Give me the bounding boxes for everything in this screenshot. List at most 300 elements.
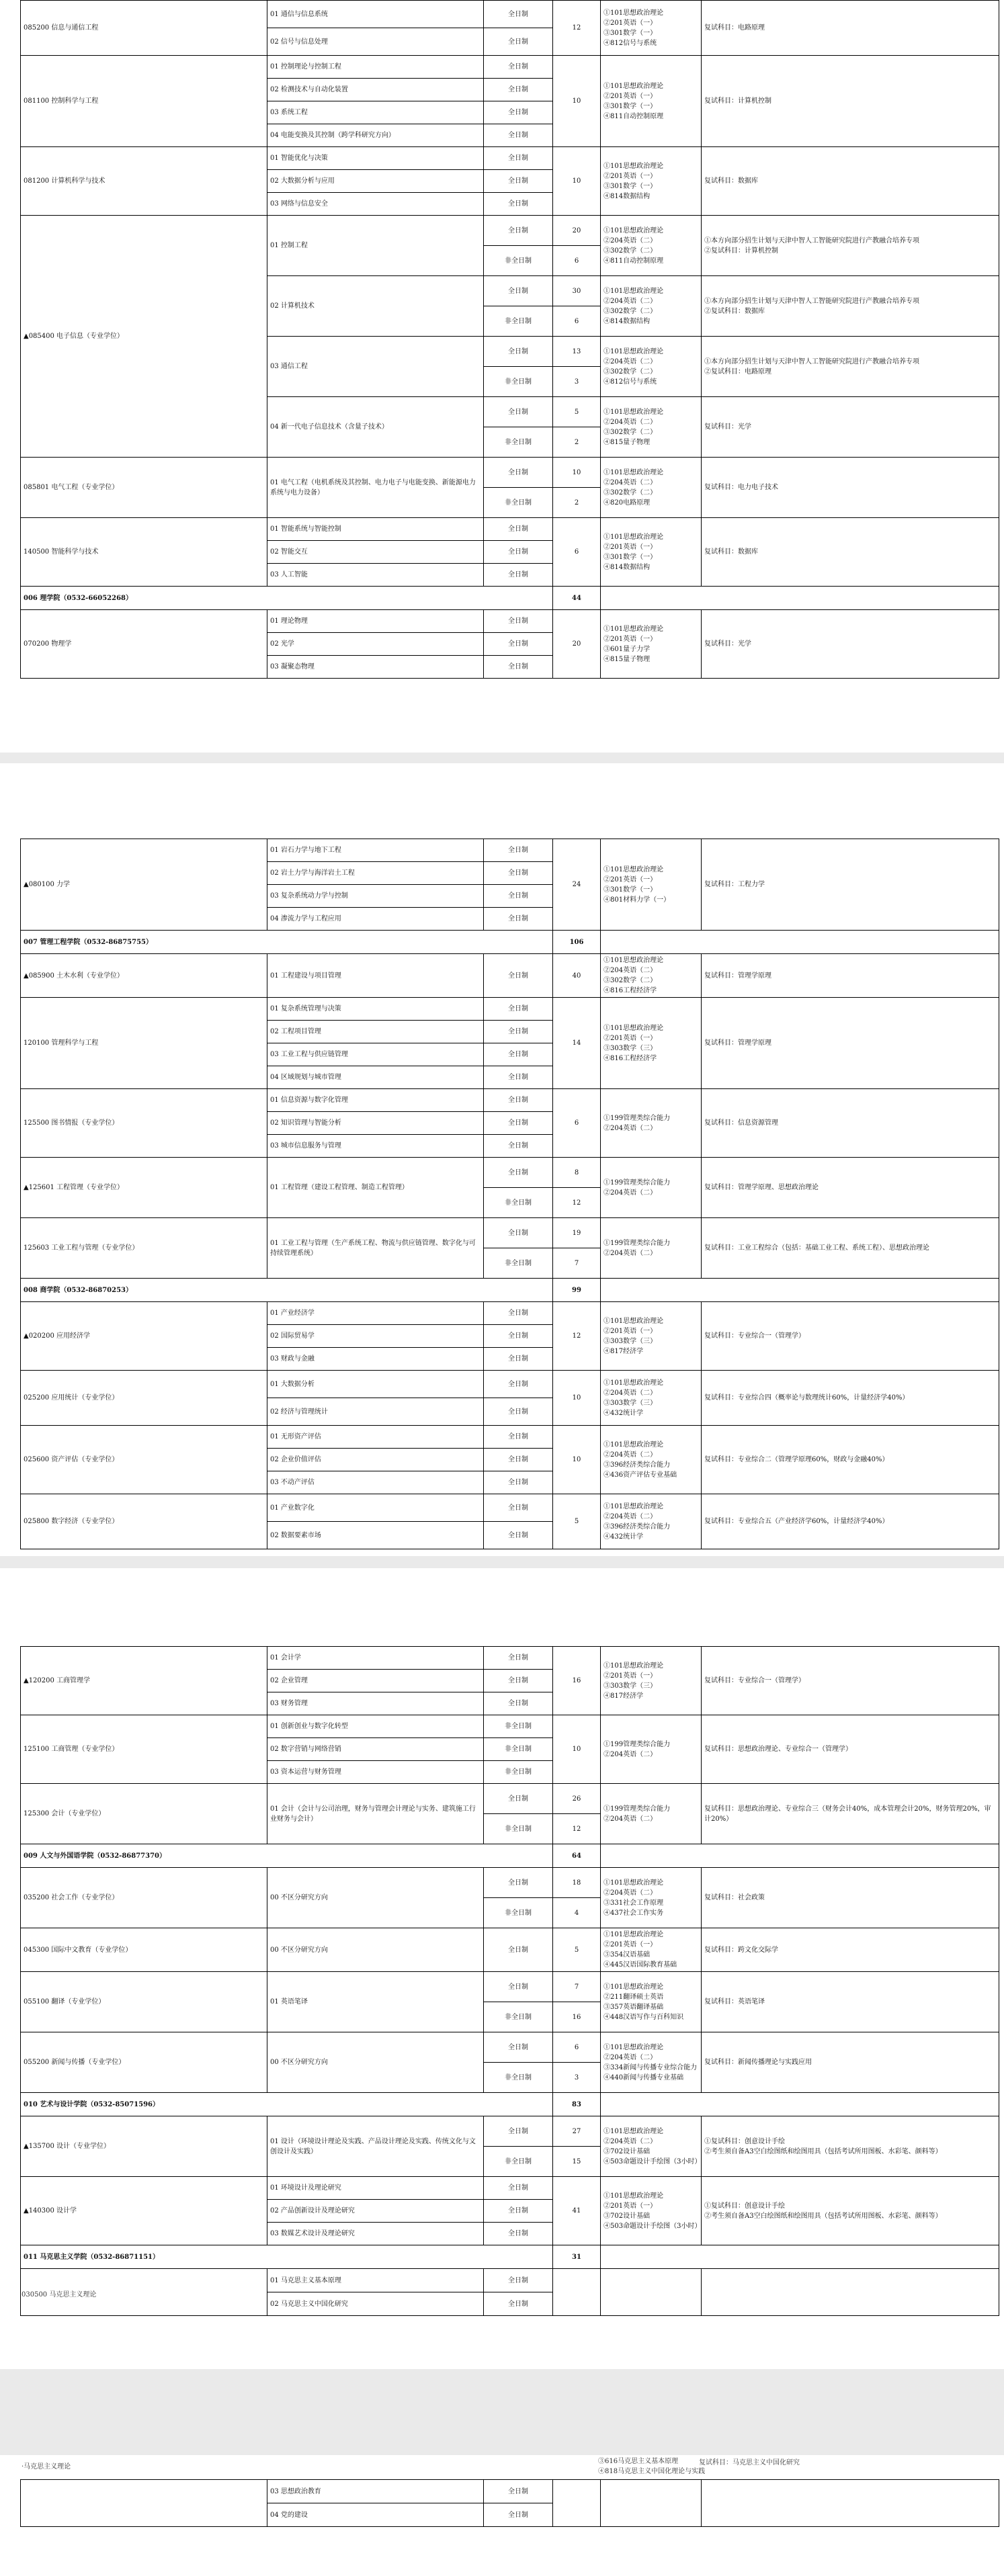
table-row <box>21 1784 999 1814</box>
table-row <box>21 518 999 541</box>
research-direction: 01 智能系统与智能控制 <box>267 518 484 541</box>
study-mode: 全日制 <box>484 839 553 862</box>
exam-subjects: ①101思想政治理论 ②204英语（二） ③396经济类综合能力 ④436资产评估专业基础 <box>601 1426 702 1494</box>
study-mode: 全日制 <box>484 216 553 246</box>
enroll-number: 6 <box>553 518 601 587</box>
table-row <box>21 998 999 1021</box>
exam-subjects: ①101思想政治理论 ②204英语（二） ③303数学（三） ④432统计学 <box>601 1371 702 1426</box>
exam-subjects: ①101思想政治理论 ②204英语（二） ③302数学（二） ④811自动控制原理 <box>601 216 702 276</box>
study-mode: 全日制 <box>484 1972 553 2002</box>
enroll-number: 10 <box>553 1715 601 1784</box>
major-code: ▲020200 应用经济学 <box>21 1302 267 1371</box>
research-direction: 02 知识管理与智能分析 <box>267 1112 484 1135</box>
exam-subjects: ①199管理类综合能力 ②204英语（二） <box>601 1158 702 1218</box>
research-direction: 04 渗流力学与工程应用 <box>267 908 484 931</box>
table-row <box>21 1 999 28</box>
exam-subjects: ①101思想政治理论 ②201英语（一） ③301数学（一） ④814数据结构 <box>601 147 702 216</box>
page-2 <box>0 763 1004 1556</box>
exam-subjects: ①101思想政治理论 ②204英语（二） ③302数学（二） ④814数据结构 <box>601 276 702 337</box>
page-3 <box>0 1568 1004 2369</box>
retest-subjects: 复试科目：光学 <box>702 397 999 458</box>
study-mode: 全日制 <box>484 1398 553 1426</box>
enroll-number: 12 <box>553 1188 601 1218</box>
enroll-number: 10 <box>553 1371 601 1426</box>
research-direction: 01 马克思主义基本原理 <box>267 2269 484 2292</box>
exam-subjects: ①101思想政治理论 ②201英语（一） ③301数学（一） ④814数据结构 <box>601 518 702 587</box>
school-header-row <box>21 2093 999 2116</box>
school-name: 010 艺术与设计学院（0532-85071596） <box>21 2093 553 2116</box>
retest-subjects: 复试科目：思想政治理论、专业综合三（财务会计40%，成本管理会计20%，财务管理20%，审计20%） <box>702 1784 999 1844</box>
empty-cell <box>601 1844 999 1868</box>
retest-subjects: 复试科目：专业综合一（管理学） <box>702 1647 999 1715</box>
major-code: 025200 应用统计（专业学位） <box>21 1371 267 1426</box>
enroll-number: 14 <box>553 998 601 1089</box>
major-code: 125603 工业工程与管理（专业学位） <box>21 1218 267 1279</box>
school-header-row <box>21 1844 999 1868</box>
exam-subjects: ①101思想政治理论 ②201英语（一） ③601量子力学 ④815量子物理 <box>601 610 702 679</box>
page-4 <box>0 2455 1004 2576</box>
enroll-number: 5 <box>553 1928 601 1972</box>
research-direction: 02 马克思主义中国化研究 <box>267 2292 484 2316</box>
study-mode: 非全日制 <box>484 367 553 397</box>
enroll-number: 7 <box>553 1972 601 2002</box>
study-mode: 全日制 <box>484 1089 553 1112</box>
page-gap-3 <box>0 2369 1004 2455</box>
retest-subjects: 复试科目：社会政策 <box>702 1868 999 1928</box>
study-mode: 全日制 <box>484 656 553 679</box>
research-direction: 00 不区分研究方向 <box>267 1928 484 1972</box>
exam-subjects: ①101思想政治理论 ②204英语（二） ③334新闻与传播专业综合能力 ④440新闻与传播专业基础 <box>601 2032 702 2093</box>
retest-subjects: 复试科目：专业综合五（产业经济学60%，计量经济学40%） <box>702 1494 999 1549</box>
research-direction: 02 数字营销与网络营销 <box>267 1738 484 1761</box>
study-mode: 全日制 <box>484 2269 553 2292</box>
cut-off-text: 030500 马克思主义理论 <box>22 2291 97 2299</box>
exam-subjects: ①101思想政治理论 ②204英语（二） ③702设计基础 ④503命题设计手绘图（3小时） <box>601 2116 702 2177</box>
enroll-number: 20 <box>553 610 601 679</box>
research-direction: 03 数媒艺术设计及理论研究 <box>267 2223 484 2245</box>
enroll-number: 6 <box>553 246 601 276</box>
research-direction: 02 企业价值评估 <box>267 1449 484 1471</box>
study-mode: 全日制 <box>484 862 553 885</box>
study-mode: 非全日制 <box>484 488 553 518</box>
major-code: 055200 新闻与传播（专业学位） <box>21 2032 267 2093</box>
table-row <box>21 839 999 862</box>
study-mode: 全日制 <box>484 1218 553 1248</box>
enroll-number: 12 <box>553 1814 601 1844</box>
study-mode: 全日制 <box>484 2503 553 2527</box>
exam-subjects: ①101思想政治理论 ②201英语（一） ③301数学（一） ④801材料力学（一） <box>601 839 702 931</box>
major-code: 125500 图书情报（专业学位） <box>21 1089 267 1158</box>
research-direction: 03 工业工程与供应链管理 <box>267 1043 484 1066</box>
research-direction: 02 产品创新设计及理论研究 <box>267 2200 484 2223</box>
school-total: 64 <box>553 1844 601 1868</box>
empty-cell <box>601 2093 999 2116</box>
study-mode: 全日制 <box>484 1043 553 1066</box>
retest-subjects: 复试科目：新闻传播理论与实践应用 <box>702 2032 999 2093</box>
research-direction: 04 党的建设 <box>267 2503 484 2527</box>
major-code: ▲080100 力学 <box>21 839 267 931</box>
retest-subjects: 复试科目：电力电子技术 <box>702 458 999 518</box>
enroll-number: 4 <box>553 1898 601 1928</box>
school-name: 007 管理工程学院（0532-86875755） <box>21 931 553 954</box>
study-mode: 全日制 <box>484 28 553 56</box>
research-direction: 03 财务管理 <box>267 1692 484 1715</box>
study-mode: 全日制 <box>484 2480 553 2503</box>
major-code: 125300 会计（专业学位） <box>21 1784 267 1844</box>
research-direction: 01 工业工程与管理（生产系统工程、物流与供应链管理、数字化与可持续管理系统） <box>267 1218 484 1279</box>
study-mode: 全日制 <box>484 1471 553 1494</box>
research-direction: 02 大数据分析与应用 <box>267 170 484 193</box>
study-mode: 全日制 <box>484 56 553 79</box>
retest-subjects: 复试科目：思想政治理论、专业综合一（管理学） <box>702 1715 999 1784</box>
study-mode: 全日制 <box>484 147 553 170</box>
study-mode: 全日制 <box>484 1112 553 1135</box>
research-direction: 01 控制理论与控制工程 <box>267 56 484 79</box>
enroll-number: 10 <box>553 147 601 216</box>
exam-subjects: ①199管理类综合能力 ②204英语（二） <box>601 1089 702 1158</box>
study-mode: 全日制 <box>484 1302 553 1325</box>
study-mode: 全日制 <box>484 2116 553 2147</box>
research-direction: 03 凝聚态物理 <box>267 656 484 679</box>
research-direction: 02 工程项目管理 <box>267 1021 484 1043</box>
enroll-number: 15 <box>553 2147 601 2177</box>
enroll-number: 19 <box>553 1218 601 1248</box>
retest-subjects: ①复试科目：创意设计手绘 ②考生须自备A3空白绘图纸和绘图用具（包括考试所用图板、水彩笔、颜料等） <box>702 2177 999 2245</box>
study-mode: 全日制 <box>484 1021 553 1043</box>
enroll-number-cut <box>553 2480 601 2527</box>
retest-subjects: ①复试科目：创意设计手绘 ②考生须自备A3空白绘图纸和绘图用具（包括考试所用图板、水彩笔、颜料等） <box>702 2116 999 2177</box>
cut-off-exam: ③616马克思主义基本原理 ④818马克思主义中国化理论与实践 <box>598 2458 706 2475</box>
study-mode: 全日制 <box>484 458 553 488</box>
enroll-number: 2 <box>553 488 601 518</box>
major-code: ▲125601 工程管理（专业学位） <box>21 1158 267 1218</box>
school-header-row <box>21 931 999 954</box>
major-code: ▲120200 工商管理学 <box>21 1647 267 1715</box>
page-2-table <box>20 839 999 1549</box>
retest-subjects: 复试科目：专业综合四（概率论与数理统计60%，计量经济学40%） <box>702 1371 999 1426</box>
retest-subjects: 复试科目：信息资源管理 <box>702 1089 999 1158</box>
enroll-number: 13 <box>553 337 601 367</box>
page-gap-1 <box>0 753 1004 763</box>
major-code: ▲135700 设计（专业学位） <box>21 2116 267 2177</box>
enroll-number: 12 <box>553 1302 601 1371</box>
major-code: 125100 工商管理（专业学位） <box>21 1715 267 1784</box>
study-mode: 非全日制 <box>484 427 553 458</box>
table-row <box>21 458 999 488</box>
study-mode: 非全日制 <box>484 1761 553 1784</box>
research-direction: 01 会计（会计与公司治理，财务与管理会计理论与实务、建筑施工行业财务与会计） <box>267 1784 484 1844</box>
retest-subjects: ①本方向部分招生计划与天津中智人工智能研究院进行产教融合培养专项 ②复试科目：电路原理 <box>702 337 999 397</box>
school-name: 009 人文与外国语学院（0532-86877370） <box>21 1844 553 1868</box>
research-direction: 03 资本运营与财务管理 <box>267 1761 484 1784</box>
research-direction: 04 电能变换及其控制（跨学科研究方向） <box>267 124 484 147</box>
exam-subjects: ①199管理类综合能力 ②204英语（二） <box>601 1218 702 1279</box>
major-code: ▲140300 设计学 <box>21 2177 267 2245</box>
enroll-number: 10 <box>553 458 601 488</box>
school-header-row <box>21 2245 999 2269</box>
enroll-number: 3 <box>553 367 601 397</box>
study-mode: 全日制 <box>484 2200 553 2223</box>
exam-subjects: ①101思想政治理论 ②201英语（一） ③303数学（三） ④817经济学 <box>601 1647 702 1715</box>
research-direction: 03 网络与信息安全 <box>267 193 484 216</box>
study-mode: 全日制 <box>484 1325 553 1348</box>
table-row <box>21 2032 999 2063</box>
table-row <box>21 954 999 998</box>
exam-subjects: ①101思想政治理论 ②211翻译硕士英语 ③357英语翻译基础 ④448汉语写作与百科知识 <box>601 1972 702 2032</box>
study-mode: 全日制 <box>484 1426 553 1449</box>
study-mode: 全日制 <box>484 1348 553 1371</box>
research-direction: 02 数据要素市场 <box>267 1522 484 1549</box>
table-row <box>21 2480 999 2503</box>
table-row <box>21 610 999 633</box>
research-direction: 01 无形资产评估 <box>267 1426 484 1449</box>
study-mode: 非全日制 <box>484 2063 553 2093</box>
retest-subjects: 复试科目：专业综合一（管理学） <box>702 1302 999 1371</box>
cut-off-code: ·马克思主义理论 <box>22 2463 71 2471</box>
study-mode: 全日制 <box>484 1784 553 1814</box>
page-1 <box>0 0 1004 753</box>
study-mode: 全日制 <box>484 1670 553 1692</box>
research-direction: 01 复杂系统管理与决策 <box>267 998 484 1021</box>
enroll-number: 20 <box>553 216 601 246</box>
school-header-row <box>21 587 999 610</box>
retest-subjects-cut <box>702 2480 999 2527</box>
major-code: 025800 数字经济（专业学位） <box>21 1494 267 1549</box>
exam-subjects: ①101思想政治理论 ②204英语（二） ③302数学（二） ④816工程经济学 <box>601 954 702 998</box>
study-mode: 全日制 <box>484 1692 553 1715</box>
enroll-number: 16 <box>553 2002 601 2032</box>
study-mode: 全日制 <box>484 79 553 101</box>
research-direction: 01 大数据分析 <box>267 1371 484 1398</box>
research-direction: 01 岩石力学与地下工程 <box>267 839 484 862</box>
research-direction: 03 财政与金融 <box>267 1348 484 1371</box>
research-direction: 03 思想政治教育 <box>267 2480 484 2503</box>
enroll-number: 18 <box>553 1868 601 1898</box>
enroll-number: 8 <box>553 1158 601 1188</box>
exam-subjects: ①101思想政治理论 ②201英语（一） ③354汉语基础 ④445汉语国际教育基础 <box>601 1928 702 1972</box>
major-code: 055100 翻译（专业学位） <box>21 1972 267 2032</box>
major-code: 085801 电气工程（专业学位） <box>21 458 267 518</box>
study-mode: 全日制 <box>484 397 553 427</box>
enroll-number: 6 <box>553 2032 601 2063</box>
school-name: 011 马克思主义学院（0532-86871151） <box>21 2245 553 2269</box>
empty-cell <box>601 931 999 954</box>
study-mode: 全日制 <box>484 1494 553 1522</box>
research-direction: 02 计算机技术 <box>267 276 484 337</box>
research-direction: 02 光学 <box>267 633 484 656</box>
page-1-table <box>20 0 999 679</box>
study-mode: 全日制 <box>484 2177 553 2200</box>
table-row <box>21 2116 999 2147</box>
study-mode: 非全日制 <box>484 1738 553 1761</box>
table-row <box>21 1972 999 2002</box>
research-direction: 01 通信与信息系统 <box>267 1 484 28</box>
enroll-number: 10 <box>553 56 601 147</box>
table-row <box>21 2177 999 2200</box>
retest-subjects: 复试科目：电路原理 <box>702 1 999 56</box>
exam-subjects: ①199管理类综合能力 ②204英语（二） <box>601 1715 702 1784</box>
retest-subjects: 复试科目：光学 <box>702 610 999 679</box>
research-direction: 01 英语笔译 <box>267 1972 484 2032</box>
study-mode: 全日制 <box>484 908 553 931</box>
table-row <box>21 1426 999 1449</box>
study-mode: 非全日制 <box>484 1814 553 1844</box>
study-mode: 全日制 <box>484 1 553 28</box>
research-direction: 03 系统工程 <box>267 101 484 124</box>
enroll-number: 24 <box>553 839 601 931</box>
research-direction: 00 不区分研究方向 <box>267 1868 484 1928</box>
school-total: 31 <box>553 2245 601 2269</box>
study-mode: 非全日制 <box>484 2002 553 2032</box>
table-row <box>21 1494 999 1522</box>
school-header-row <box>21 1279 999 1302</box>
enroll-number-cut <box>553 2269 601 2316</box>
empty-cell <box>601 587 999 610</box>
study-mode: 全日制 <box>484 1522 553 1549</box>
study-mode: 全日制 <box>484 518 553 541</box>
research-direction: 03 城市信息服务与管理 <box>267 1135 484 1158</box>
page-4-table <box>20 2479 999 2527</box>
study-mode: 非全日制 <box>484 1248 553 1279</box>
study-mode: 全日制 <box>484 541 553 564</box>
table-row <box>21 1218 999 1248</box>
major-code: 120100 管理科学与工程 <box>21 998 267 1089</box>
major-code: ▲085900 土木水利（专业学位） <box>21 954 267 998</box>
research-direction: 01 信息资源与数字化管理 <box>267 1089 484 1112</box>
study-mode: 全日制 <box>484 337 553 367</box>
table-row <box>21 1868 999 1898</box>
table-row <box>21 1371 999 1398</box>
enroll-number: 5 <box>553 1494 601 1549</box>
research-direction: 02 企业管理 <box>267 1670 484 1692</box>
research-direction: 01 控制工程 <box>267 216 484 276</box>
major-code: 025600 资产评估（专业学位） <box>21 1426 267 1494</box>
school-total: 99 <box>553 1279 601 1302</box>
research-direction: 03 人工智能 <box>267 564 484 587</box>
retest-subjects: 复试科目：管理学原理 <box>702 954 999 998</box>
study-mode: 全日制 <box>484 276 553 306</box>
retest-subjects: 复试科目：数据库 <box>702 147 999 216</box>
exam-subjects: ①101思想政治理论 ②204英语（二） ③396经济类综合能力 ④432统计学 <box>601 1494 702 1549</box>
study-mode: 非全日制 <box>484 306 553 337</box>
empty-cell <box>601 2245 999 2269</box>
study-mode: 全日制 <box>484 101 553 124</box>
school-total: 44 <box>553 587 601 610</box>
research-direction: 02 信号与信息处理 <box>267 28 484 56</box>
research-direction: 01 产业经济学 <box>267 1302 484 1325</box>
study-mode: 全日制 <box>484 1647 553 1670</box>
study-mode: 非全日制 <box>484 2147 553 2177</box>
study-mode: 全日制 <box>484 1928 553 1972</box>
exam-subjects: ①101思想政治理论 ②204英语（二） ③302数学（二） ④812信号与系统 <box>601 337 702 397</box>
major-code: 140500 智能科学与技术 <box>21 518 267 587</box>
enroll-number: 27 <box>553 2116 601 2147</box>
retest-subjects: 复试科目：工程力学 <box>702 839 999 931</box>
exam-subjects: ①101思想政治理论 ②204英语（二） ③302数学（二） ④820电路原理 <box>601 458 702 518</box>
study-mode: 全日制 <box>484 1066 553 1089</box>
study-mode: 全日制 <box>484 124 553 147</box>
enroll-number: 26 <box>553 1784 601 1814</box>
exam-subjects: ①101思想政治理论 ②204英语（二） ③302数学（二） ④815量子物理 <box>601 397 702 458</box>
enroll-number: 16 <box>553 1647 601 1715</box>
research-direction: 04 区域规划与城市管理 <box>267 1066 484 1089</box>
retest-subjects-cut <box>702 2269 999 2316</box>
study-mode: 全日制 <box>484 2032 553 2063</box>
exam-subjects: ①101思想政治理论 ②201英语（一） ③301数学（一） ④812信号与系统 <box>601 1 702 56</box>
research-direction: 01 理论物理 <box>267 610 484 633</box>
exam-subjects-cut <box>601 2480 702 2527</box>
enroll-number: 41 <box>553 2177 601 2245</box>
retest-subjects: 复试科目：管理学原理、思想政治理论 <box>702 1158 999 1218</box>
enroll-number: 30 <box>553 276 601 306</box>
table-row <box>21 56 999 79</box>
study-mode: 非全日制 <box>484 246 553 276</box>
exam-subjects-cut <box>601 2269 702 2316</box>
enroll-number: 12 <box>553 1 601 56</box>
enroll-number: 5 <box>553 397 601 427</box>
study-mode: 全日制 <box>484 1868 553 1898</box>
table-row <box>21 1715 999 1738</box>
study-mode: 非全日制 <box>484 1715 553 1738</box>
research-direction: 02 经济与管理统计 <box>267 1398 484 1426</box>
table-row <box>21 216 999 246</box>
major-code: 035200 社会工作（专业学位） <box>21 1868 267 1928</box>
research-direction: 01 工程管理（建设工程管理、制造工程管理） <box>267 1158 484 1218</box>
retest-subjects: 复试科目：跨文化交际学 <box>702 1928 999 1972</box>
table-row <box>21 1647 999 1670</box>
exam-subjects: ①101思想政治理论 ②201英语（一） ③301数学（一） ④811自动控制原理 <box>601 56 702 147</box>
retest-subjects: 复试科目：管理学原理 <box>702 998 999 1089</box>
table-row <box>21 1302 999 1325</box>
study-mode: 全日制 <box>484 954 553 998</box>
study-mode: 全日制 <box>484 1371 553 1398</box>
page-gap-2 <box>0 1556 1004 1568</box>
research-direction: 04 新一代电子信息技术（含量子技术） <box>267 397 484 458</box>
major-code: 045300 国际中文教育（专业学位） <box>21 1928 267 1972</box>
exam-subjects: ①101思想政治理论 ②201英语（一） ③303数学（三） ④816工程经济学 <box>601 998 702 1089</box>
retest-subjects: ①本方向部分招生计划与天津中智人工智能研究院进行产教融合培养专项 ②复试科目：计算机控制 <box>702 216 999 276</box>
retest-subjects: 复试科目：计算机控制 <box>702 56 999 147</box>
major-code: 081200 计算机科学与技术 <box>21 147 267 216</box>
study-mode: 全日制 <box>484 610 553 633</box>
school-name: 008 商学院（0532-86870253） <box>21 1279 553 1302</box>
major-code: 070200 物理学 <box>21 610 267 679</box>
research-direction: 03 复杂系统动力学与控制 <box>267 885 484 908</box>
major-code: 081100 控制科学与工程 <box>21 56 267 147</box>
enroll-number: 10 <box>553 1426 601 1494</box>
research-direction: 01 创新创业与数字化转型 <box>267 1715 484 1738</box>
research-direction: 01 工程建设与项目管理 <box>267 954 484 998</box>
exam-subjects: ①199管理类综合能力 ②204英语（二） <box>601 1784 702 1844</box>
enroll-number: 3 <box>553 2063 601 2093</box>
retest-subjects: 复试科目：工业工程综合（包括：基础工业工程、系统工程）、思想政治理论 <box>702 1218 999 1279</box>
table-row <box>21 1089 999 1112</box>
research-direction: 01 产业数字化 <box>267 1494 484 1522</box>
research-direction: 03 不动产评估 <box>267 1471 484 1494</box>
research-direction: 01 电气工程（电机系统及其控制、电力电子与电能变换、新能源电力系统与电力设备） <box>267 458 484 518</box>
study-mode: 非全日制 <box>484 1188 553 1218</box>
cut-off-retest: 复试科目：马克思主义中国化研究 <box>699 2459 800 2466</box>
study-mode: 全日制 <box>484 564 553 587</box>
exam-subjects: ①101思想政治理论 ②201英语（一） ③303数学（三） ④817经济学 <box>601 1302 702 1371</box>
research-direction: 01 设计（环境设计理论及实践、产品设计理论及实践、传统文化与文创设计及实践） <box>267 2116 484 2177</box>
research-direction: 01 智能优化与决策 <box>267 147 484 170</box>
study-mode: 全日制 <box>484 1158 553 1188</box>
study-mode: 全日制 <box>484 2292 553 2316</box>
research-direction: 02 国际贸易学 <box>267 1325 484 1348</box>
retest-subjects: ①本方向部分招生计划与天津中智人工智能研究院进行产教融合培养专项 ②复试科目：数据库 <box>702 276 999 337</box>
table-row <box>21 2269 999 2292</box>
